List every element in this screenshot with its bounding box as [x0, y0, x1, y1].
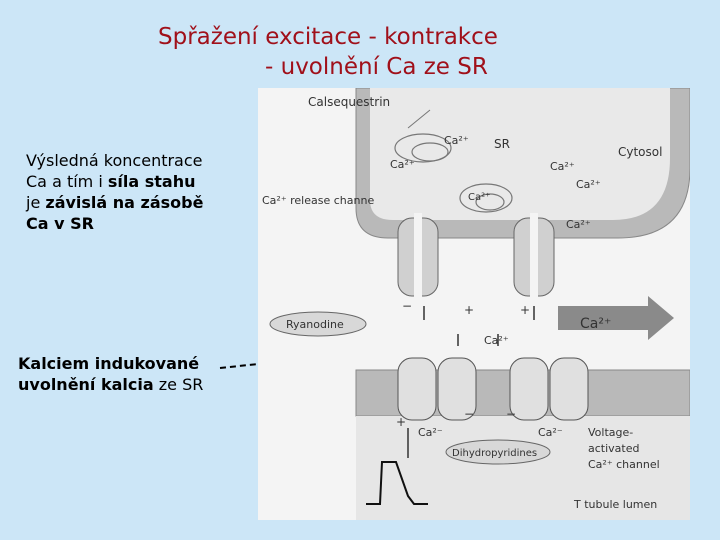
diagram-panel — [258, 88, 690, 520]
label-ca-sr-3: Ca²⁺ — [468, 192, 491, 203]
note1-line2-text: Ca a tím i — [26, 172, 108, 191]
title-line-2: - uvolnění Ca ze SR — [265, 54, 488, 80]
label-ca-tt-2: Ca²⁻ — [538, 426, 563, 439]
ecc-diagram — [258, 88, 690, 520]
label-ca-tt-1: Ca²⁻ — [418, 426, 443, 439]
title-line-1: Spřažení excitace - kontrakce — [158, 24, 498, 50]
note2-line2-bold: uvolnění kalcia — [18, 375, 154, 394]
label-ryanodine: Ryanodine — [286, 318, 344, 331]
minus-sign-3: − — [506, 407, 517, 421]
label-voltage-3: Ca²⁺ channel — [588, 458, 660, 471]
note1-line4-bold: Ca v SR — [26, 214, 94, 233]
label-voltage-2: activated — [588, 442, 640, 455]
label-ca-flow: Ca²⁺ — [580, 316, 612, 332]
note2-line2-text: ze SR — [153, 375, 204, 394]
note1-line3-bold: závislá na zásobě — [45, 193, 204, 212]
label-ca-sr-1: Ca²⁺ — [444, 134, 469, 147]
label-ca-cyt-1: Ca²⁺ — [550, 160, 575, 173]
label-calsequestrin: Calsequestrin — [308, 95, 391, 109]
label-ca-cyt-3: Ca²⁺ — [566, 218, 591, 231]
label-t-tubule: T tubule lumen — [574, 498, 658, 511]
cytosol-arrow — [558, 296, 674, 340]
plus-sign-1: + — [464, 303, 475, 317]
note2-line1-bold: Kalciem indukované — [18, 354, 200, 373]
note1-line3-text: je — [26, 193, 46, 212]
label-ca-mid: Ca²⁺ — [484, 334, 509, 347]
label-release-channel: Ca²⁺ release channe — [262, 194, 375, 207]
label-voltage-1: Voltage- — [588, 426, 634, 439]
note1-line2-bold: síla stahu — [107, 172, 196, 191]
label-sr: SR — [494, 137, 510, 151]
label-cytosol: Cytosol — [618, 145, 663, 159]
minus-sign-2: − — [464, 407, 475, 421]
label-ca-cyt-2: Ca²⁺ — [576, 178, 601, 191]
minus-sign-1: − — [402, 299, 413, 313]
plus-sign-3: + — [396, 415, 407, 429]
note1-line1: Výsledná koncentrace — [26, 151, 203, 170]
label-ca-sr-2: Ca²⁺ — [390, 158, 415, 171]
label-dihydropyridines: Dihydropyridines — [452, 448, 538, 459]
plus-sign-2: + — [520, 303, 531, 317]
